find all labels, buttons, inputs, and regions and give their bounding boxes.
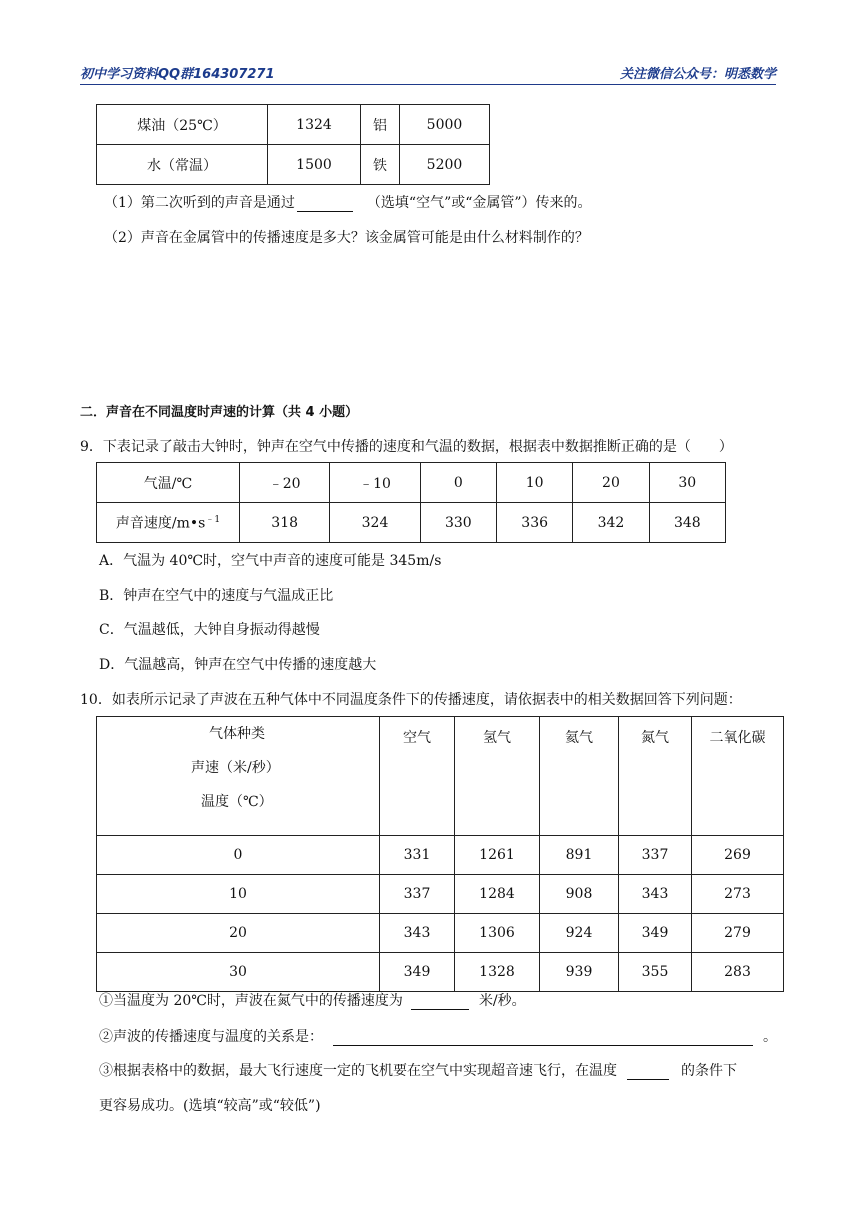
column-header: 氦气 [540, 717, 619, 836]
table-cell: 1328 [455, 953, 540, 992]
table-cell: 10 [497, 463, 573, 503]
table-cell: 煤油（25℃） [97, 105, 268, 145]
table-cell: 铝 [361, 105, 400, 145]
table-cell: 330 [420, 503, 496, 543]
speed-table-top [96, 104, 490, 185]
column-header: 二氧化碳 [692, 717, 784, 836]
q10-sub2-prefix: ②声波的传播速度与温度的关系是： [99, 1029, 323, 1045]
q9-option-d[interactable]: D．气温越高，钟声在空气中传播的速度越大 [99, 657, 377, 673]
q8-part2: （2）声音在金属管中的传播速度是多大？该金属管可能是由什么材料制作的？ [104, 230, 589, 246]
table-cell: 891 [540, 836, 619, 875]
table-row [97, 503, 726, 543]
table-cell: 269 [692, 836, 784, 875]
row-label-text: 声音速度/m•s [115, 515, 206, 532]
table-cell: 355 [619, 953, 692, 992]
table-cell: 939 [540, 953, 619, 992]
header-right-text: 关注微信公众号：明悉数学 [619, 67, 776, 82]
table-cell: 1500 [268, 145, 361, 185]
table-cell: ﹣20 [240, 463, 330, 503]
table-cell: 1324 [268, 105, 361, 145]
table-cell: 5200 [400, 145, 490, 185]
header-corner-cell [97, 717, 380, 836]
q9-option-c[interactable]: C．气温越低，大钟自身振动得越慢 [99, 622, 320, 638]
header-temperature: 温度（℃） [201, 794, 273, 810]
table-cell: 20 [573, 463, 649, 503]
table-cell: 0 [97, 836, 380, 875]
table-row [97, 463, 726, 503]
unit-superscript: ﹣1 [205, 515, 221, 526]
q8-part1-suffix: （选填“空气”或“金属管”）传来的。 [366, 195, 592, 211]
table-cell: 343 [380, 914, 455, 953]
table-cell: 5000 [400, 105, 490, 145]
q10-sub1-suffix: 米/秒。 [478, 993, 526, 1009]
row-label: 气温/℃ [97, 463, 240, 503]
q10-stem: 10．如表所示记录了声波在五种气体中不同温度条件下的传播速度，请依据表中的相关数据回答下列问题： [80, 692, 742, 708]
answer-blank[interactable] [297, 197, 353, 212]
table-cell: 0 [420, 463, 496, 503]
table-cell: 924 [540, 914, 619, 953]
gas-sound-speed-table [96, 716, 784, 992]
header-gas-type: 气体种类 [209, 726, 265, 742]
header-left-text: 初中学习资料QQ群164307271 [80, 67, 275, 82]
table-cell: 331 [380, 836, 455, 875]
table-header-row [97, 717, 784, 836]
column-header: 氮气 [619, 717, 692, 836]
q8-part1 [104, 192, 592, 212]
q10-sub3-suffix: 的条件下 [681, 1063, 737, 1079]
q10-sub2-suffix: 。 [763, 1029, 777, 1045]
table-cell: 水（常温） [97, 145, 268, 185]
q9-stem: 9．下表记录了敲击大钟时，钟声在空气中传播的速度和气温的数据，根据表中数据推断正确的是（ ） [80, 439, 733, 455]
table-cell: 349 [380, 953, 455, 992]
table-cell: 30 [97, 953, 380, 992]
header-speed-unit: 声速（米/秒） [191, 760, 280, 776]
table-row [97, 836, 784, 875]
table-cell: 20 [97, 914, 380, 953]
table-cell: 348 [649, 503, 725, 543]
q9-option-a[interactable]: A．气温为 40℃时，空气中声音的速度可能是 345m/s [99, 553, 442, 569]
table-cell: 279 [692, 914, 784, 953]
q10-sub1 [99, 990, 526, 1010]
table-cell: 336 [497, 503, 573, 543]
row-label [97, 503, 240, 543]
answer-blank[interactable] [333, 1031, 753, 1046]
column-header: 空气 [380, 717, 455, 836]
table-row [97, 145, 490, 185]
table-cell: 337 [380, 875, 455, 914]
answer-blank[interactable] [411, 995, 469, 1010]
table-row [97, 105, 490, 145]
table-cell: 铁 [361, 145, 400, 185]
table-cell: 10 [97, 875, 380, 914]
table-cell: ﹣10 [330, 463, 420, 503]
table-row [97, 953, 784, 992]
table-cell: 1306 [455, 914, 540, 953]
table-cell: 908 [540, 875, 619, 914]
section-title: 二．声音在不同温度时声速的计算（共 4 小题） [80, 405, 359, 420]
answer-blank[interactable] [627, 1065, 669, 1080]
table-cell: 1261 [455, 836, 540, 875]
table-cell: 342 [573, 503, 649, 543]
q9-option-b[interactable]: B．钟声在空气中的速度与气温成正比 [99, 588, 334, 604]
temperature-speed-table [96, 462, 726, 543]
table-cell: 283 [692, 953, 784, 992]
table-cell: 273 [692, 875, 784, 914]
table-cell: 337 [619, 836, 692, 875]
table-cell: 349 [619, 914, 692, 953]
column-header: 氢气 [455, 717, 540, 836]
page-header [80, 62, 776, 85]
table-cell: 324 [330, 503, 420, 543]
table-cell: 318 [240, 503, 330, 543]
q10-sub3-line2: 更容易成功。(选填“较高”或“较低”) [99, 1098, 321, 1114]
q10-sub3 [99, 1060, 737, 1080]
q8-part1-prefix: （1）第二次听到的声音是通过 [104, 195, 295, 211]
q10-sub2 [99, 1026, 777, 1046]
table-cell: 343 [619, 875, 692, 914]
q10-sub1-prefix: ①当温度为 20℃时，声波在氮气中的传播速度为 [99, 993, 403, 1009]
table-cell: 1284 [455, 875, 540, 914]
table-row [97, 875, 784, 914]
table-cell: 30 [649, 463, 725, 503]
table-row [97, 914, 784, 953]
q10-sub3-prefix: ③根据表格中的数据，最大飞行速度一定的飞机要在空气中实现超音速飞行，在温度 [99, 1063, 617, 1079]
